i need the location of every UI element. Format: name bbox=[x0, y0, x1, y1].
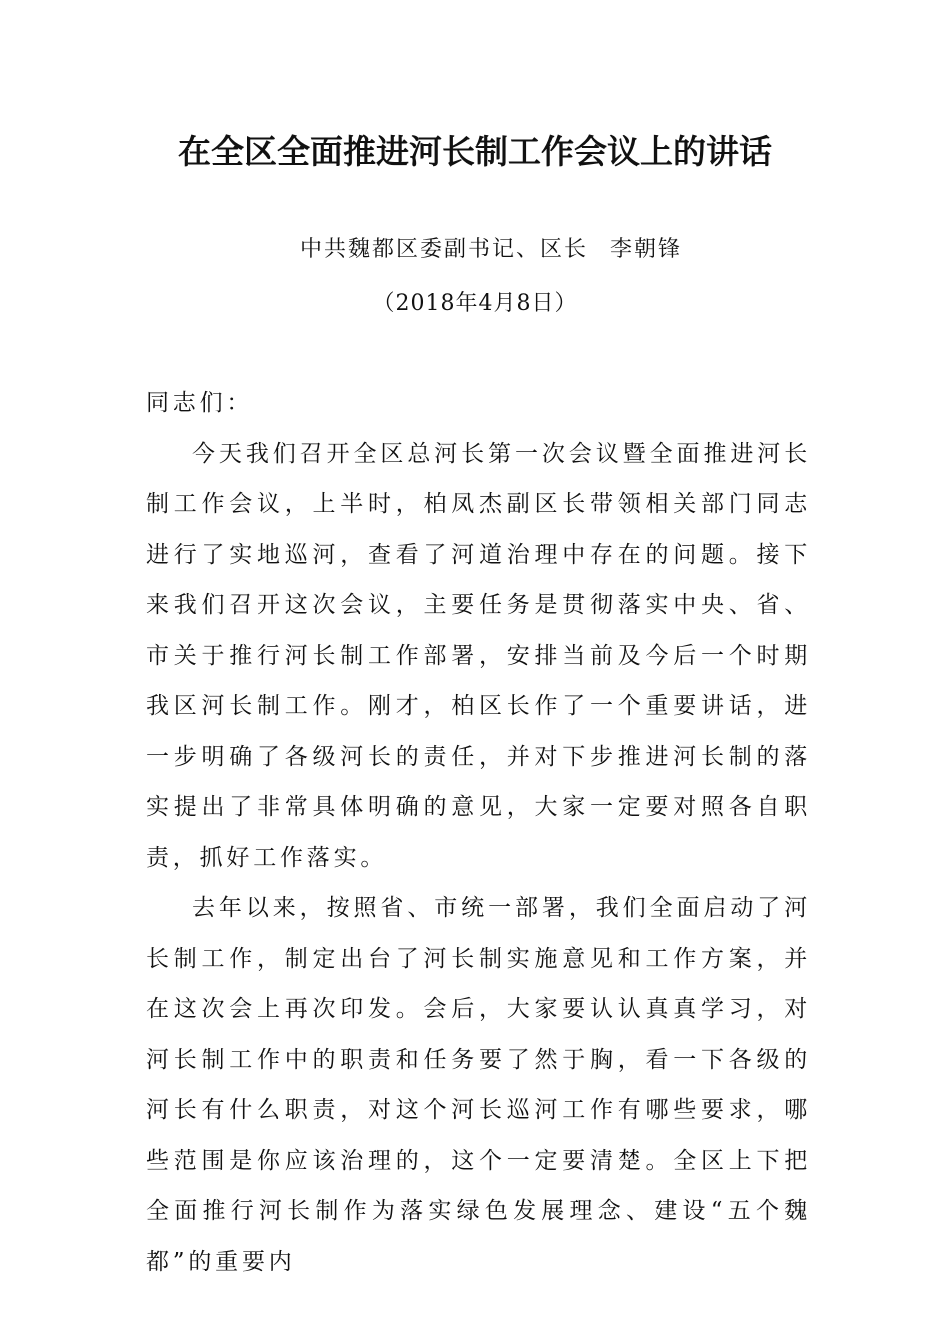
speech-body bbox=[146, 378, 811, 1287]
author-line bbox=[300, 230, 682, 270]
salutation: 同志们： bbox=[146, 390, 254, 416]
paragraph: 今天我们召开全区总河长第一次会议暨全面推进河长制工作会议，上半时，柏凤杰副区长带领相关部门同志进行了实地巡河，查看了河道治理中存在的问题。接下来我们召开这次会议，主要任务是贯彻落实中央、省、市关于推行河长制工作部署，安排当前及今后一个时期我区河长制工作。刚才，柏区长作了一个重要讲话，进一步明确了各级河长的责任，并对下步推进河长制的落实提出了非常具体明确的意见，大家一定要对照各自职责，抓好工作落实。 bbox=[146, 440, 811, 871]
speech-date: （2018年4月8日） bbox=[372, 291, 578, 316]
author-role: 中共魏都区委副书记、区长 bbox=[300, 237, 589, 262]
document-title: 在全区全面推进河长制工作会议上的讲话 bbox=[178, 132, 772, 171]
paragraph: 去年以来，按照省、市统一部署，我们全面启动了河长制工作，制定出台了河长制实施意见和工作方案，并在这次会上再次印发。会后，大家要认认真真学习，对河长制工作中的职责和任务要了然于胸，看一下各级的河长有什么职责，对这个河长巡河工作有哪些要求，哪些范围是你应该治理的，这个一定要清楚。全区上下把全面推行河长制作为落实绿色发展理念、建设“五个魏都”的重要内 bbox=[146, 895, 811, 1275]
author-name: 李朝锋 bbox=[610, 237, 683, 262]
